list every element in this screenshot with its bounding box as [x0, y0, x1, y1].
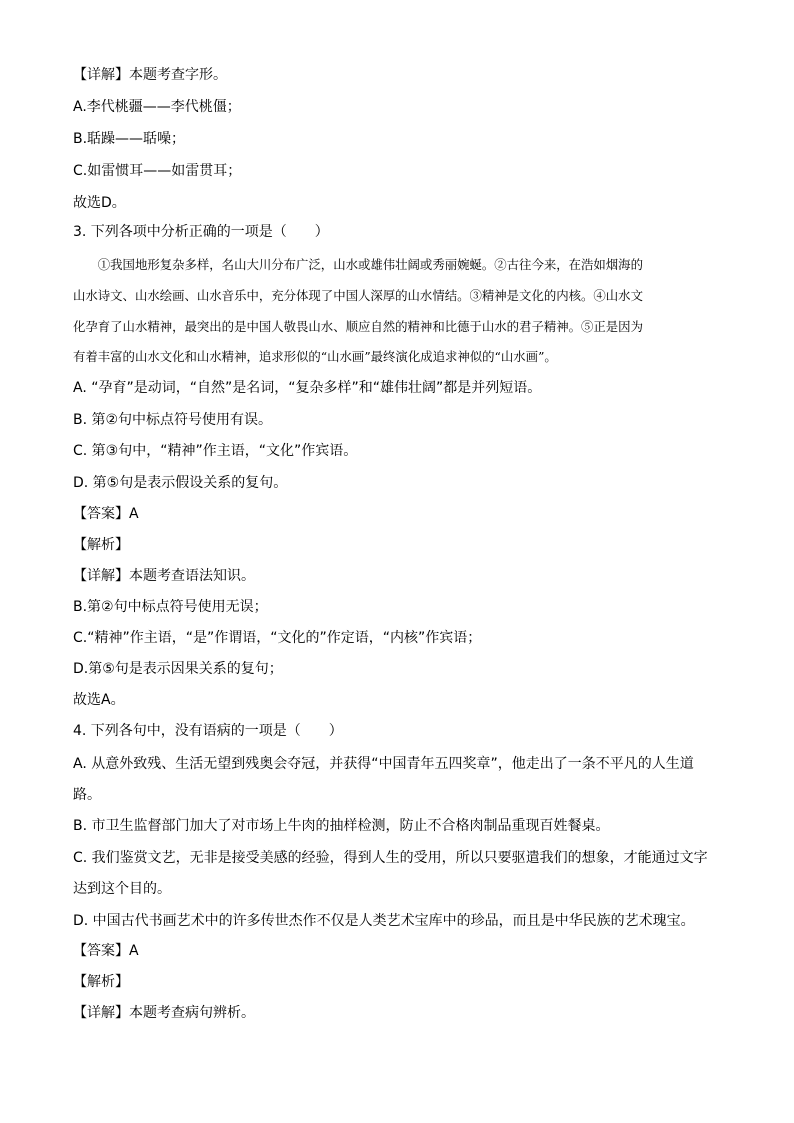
answer-label: 【答案】A: [73, 943, 139, 959]
option-line: B. 市卫生监督部门加大了对市场上牛肉的抽样检测，防止不合格肉制品重现百姓餐桌。: [73, 818, 610, 834]
passage-line: 有着丰富的山水文化和山水精神，追求形似的“山水画”最终演化成追求神似的“山水画”。: [73, 349, 557, 364]
option-line: A. 从意外致残、生活无望到残奥会夺冠，并获得“中国青年五四奖章”，他走出了一条不平凡的人生道: [73, 756, 694, 772]
passage-line: 山水诗文、山水绘画、山水音乐中，充分体现了中国人深厚的山水情结。③精神是文化的内核。④山水文: [73, 288, 643, 303]
option-line: B. 第②句中标点符号使用有误。: [73, 412, 273, 428]
text-line: 【详解】本题考查语法知识。: [73, 568, 255, 584]
option-line: D. 中国古代书画艺术中的许多传世杰作不仅是人类艺术宝库中的珍品，而且是中华民族的艺术瑰宝。: [73, 913, 695, 929]
option-line: 达到这个目的。: [73, 881, 171, 897]
passage-line: ①我国地形复杂多样，名山大川分布广泛，山水或雄伟壮阔或秀丽婉蜒。②古往今来，在浩如烟海的: [73, 257, 643, 272]
option-line: 路。: [73, 787, 101, 803]
text-line: 故选D。: [73, 195, 126, 211]
text-line: A.李代桃疆——李代桃僵；: [73, 99, 241, 115]
option-line: D. 第⑤句是表示假设关系的复句。: [73, 475, 288, 491]
passage-line: 化孕育了山水精神，最突出的是中国人敬畏山水、顺应自然的精神和比德于山水的君子精神。⑤正是因为: [73, 319, 643, 334]
text-line: 【详解】本题考查病句辨析。: [73, 1005, 255, 1021]
analysis-label: 【解析】: [73, 537, 129, 553]
answer-label: 【答案】A: [73, 506, 139, 522]
option-line: A. “孕育”是动词，“自然”是名词，“复杂多样”和“雄伟壮阔”都是并列短语。: [73, 380, 542, 396]
text-line: C.如雷惯耳——如雷贯耳；: [73, 163, 242, 179]
text-line: 【详解】本题考查字形。: [73, 67, 227, 83]
text-line: B.聒躁——聒噪；: [73, 131, 186, 147]
text-line: 故选A。: [73, 692, 125, 708]
question-heading: 3. 下列各项中分析正确的一项是（ ）: [73, 224, 329, 240]
question-heading: 4. 下列各句中，没有语病的一项是（ ）: [73, 723, 343, 739]
text-line: B.第②句中标点符号使用无误；: [73, 599, 268, 615]
text-line: C.“精神”作主语，“是”作谓语，“文化的”作定语，“内核”作宾语；: [73, 630, 482, 646]
option-line: C. 第③句中，“精神”作主语，“文化”作宾语。: [73, 443, 358, 459]
analysis-label: 【解析】: [73, 974, 129, 990]
option-line: C. 我们鉴赏文艺，无非是接受美感的经验，得到人生的受用，所以只要驱遣我们的想象，才能通过文字: [73, 850, 708, 866]
text-line: D.第⑤句是表示因果关系的复句；: [73, 661, 283, 677]
